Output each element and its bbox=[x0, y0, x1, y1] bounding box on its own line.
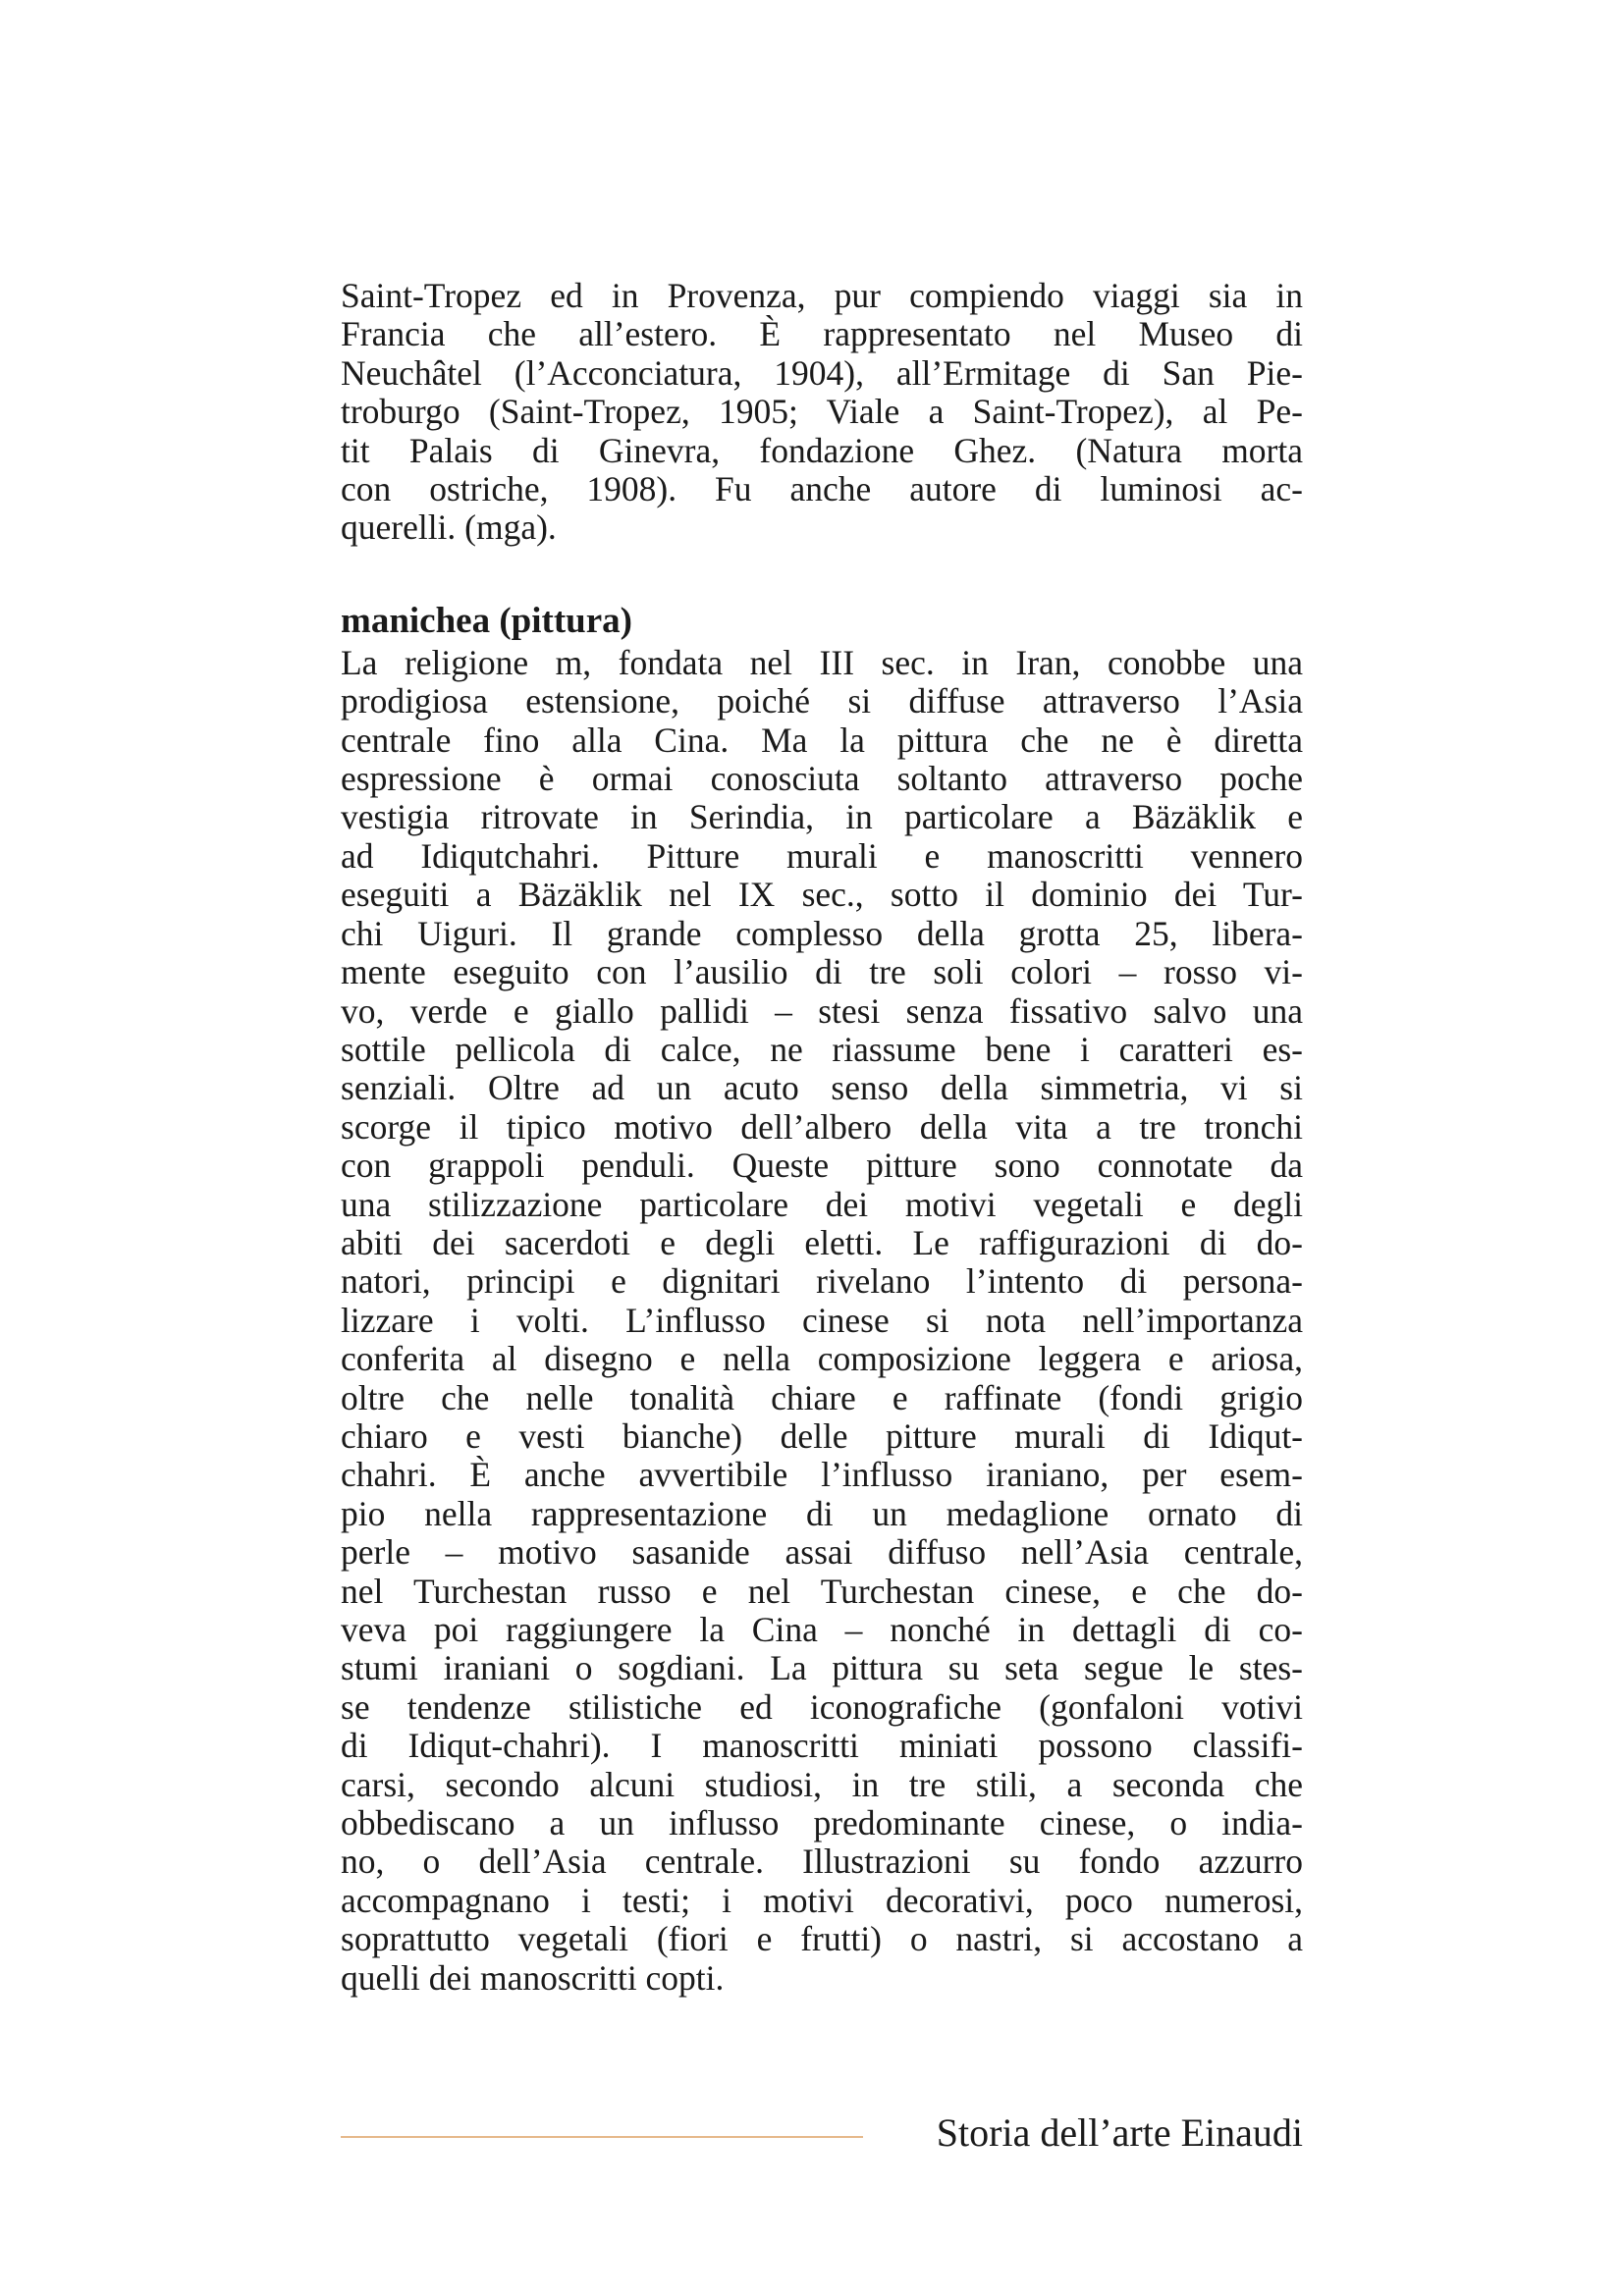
text-line: nel Turchestan russo e nel Turchestan cinese, e che do- bbox=[341, 1571, 1303, 1611]
text-line: una stilizzazione particolare dei motivi vegetali e degli bbox=[341, 1184, 1303, 1224]
text-line: querelli. (mga). bbox=[341, 507, 557, 548]
text-line: stumi iraniani o sogdiani. La pittura su seta segue le stes- bbox=[341, 1648, 1303, 1688]
text-line: La religione m, fondata nel III sec. in Iran, conobbe una bbox=[341, 642, 1303, 682]
text-line: troburgo (Saint-Tropez, 1905; Viale a Saint-Tropez), al Pe- bbox=[341, 392, 1303, 432]
text-line: sottile pellicola di calce, ne riassume bene i caratteri es- bbox=[341, 1029, 1303, 1069]
text-line: pio nella rappresentazione di un medaglione ornato di bbox=[341, 1493, 1303, 1533]
text-line: ad Idiqutchahri. Pitture murali e manoscritti vennero bbox=[341, 835, 1303, 876]
entry-text bbox=[341, 644, 1303, 1998]
page-body bbox=[341, 277, 1303, 1998]
text-line: di Idiqut-chahri). I manoscritti miniati possono classifi- bbox=[341, 1726, 1303, 1766]
text-line: obbediscano a un influsso predominante cinese, o india- bbox=[341, 1803, 1303, 1843]
text-line: accompagnano i testi; i motivi decorativi, poco numerosi, bbox=[341, 1880, 1303, 1920]
text-line: tit Palais di Ginevra, fondazione Ghez. (Natura morta bbox=[341, 430, 1303, 470]
text-line: Neuchâtel (l’Acconciatura, 1904), all’Ermitage di San Pie- bbox=[341, 352, 1303, 393]
text-line: chahri. È anche avvertibile l’influsso iraniano, per esem- bbox=[341, 1455, 1303, 1495]
text-line: chiaro e vesti bianche) delle pitture murali di Idiqut- bbox=[341, 1415, 1303, 1456]
text-line: vestigia ritrovate in Serindia, in particolare a Bäzäklik e bbox=[341, 797, 1303, 837]
text-line: quelli dei manoscritti copti. bbox=[341, 1957, 725, 1998]
text-line: prodigiosa estensione, poiché si diffuse attraverso l’Asia bbox=[341, 681, 1303, 721]
text-line: scorge il tipico motivo dell’albero della vita a tre tronchi bbox=[341, 1106, 1303, 1147]
entry-title: manichea (pittura) bbox=[341, 600, 632, 641]
text-line: lizzare i volti. L’influsso cinese si nota nell’importanza bbox=[341, 1300, 1303, 1340]
text-line: no, o dell’Asia centrale. Illustrazioni su fondo azzurro bbox=[341, 1842, 1303, 1882]
footer-title: Storia dell’arte Einaudi bbox=[936, 2110, 1303, 2155]
text-line: soprattutto vegetali (fiori e frutti) o nastri, si accostano a bbox=[341, 1919, 1303, 1959]
text-line: perle – motivo sasanide assai diffuso nell’Asia centrale, bbox=[341, 1532, 1303, 1573]
text-line: centrale fino alla Cina. Ma la pittura che ne è diretta bbox=[341, 720, 1303, 760]
text-line: eseguiti a Bäzäklik nel IX sec., sotto il dominio dei Tur- bbox=[341, 875, 1303, 915]
text-line: oltre che nelle tonalità chiare e raffinate (fondi grigio bbox=[341, 1377, 1303, 1417]
text-line: vo, verde e giallo pallidi – stesi senza fissativo salvo una bbox=[341, 990, 1303, 1031]
footer-divider bbox=[341, 2136, 863, 2138]
text-line: Francia che all’estero. È rappresentato nel Museo di bbox=[341, 314, 1303, 354]
text-line: natori, principi e dignitari rivelano l’intento di persona- bbox=[341, 1261, 1303, 1302]
text-line: chi Uiguri. Il grande complesso della grotta 25, libera- bbox=[341, 913, 1303, 953]
text-line: abiti dei sacerdoti e degli eletti. Le raffigurazioni di do- bbox=[341, 1222, 1303, 1262]
text-line: con ostriche, 1908). Fu anche autore di luminosi ac- bbox=[341, 469, 1303, 509]
text-line: conferita al disegno e nella composizione leggera e ariosa, bbox=[341, 1339, 1303, 1379]
text-line: senziali. Oltre ad un acuto senso della simmetria, vi si bbox=[341, 1068, 1303, 1108]
text-line: Saint-Tropez ed in Provenza, pur compiendo viaggi sia in bbox=[341, 276, 1303, 315]
text-line: se tendenze stilistiche ed iconografiche (gonfaloni votivi bbox=[341, 1686, 1303, 1727]
previous-entry-text bbox=[341, 277, 1303, 548]
text-line: con grappoli penduli. Queste pitture sono connotate da bbox=[341, 1146, 1303, 1186]
text-line: veva poi raggiungere la Cina – nonché in dettagli di co- bbox=[341, 1610, 1303, 1649]
page-footer bbox=[341, 2109, 1303, 2158]
text-line: espressione è ormai conosciuta soltanto attraverso poche bbox=[341, 759, 1303, 799]
text-line: carsi, secondo alcuni studiosi, in tre stili, a seconda che bbox=[341, 1764, 1303, 1804]
text-line: mente eseguito con l’ausilio di tre soli colori – rosso vi- bbox=[341, 952, 1303, 992]
